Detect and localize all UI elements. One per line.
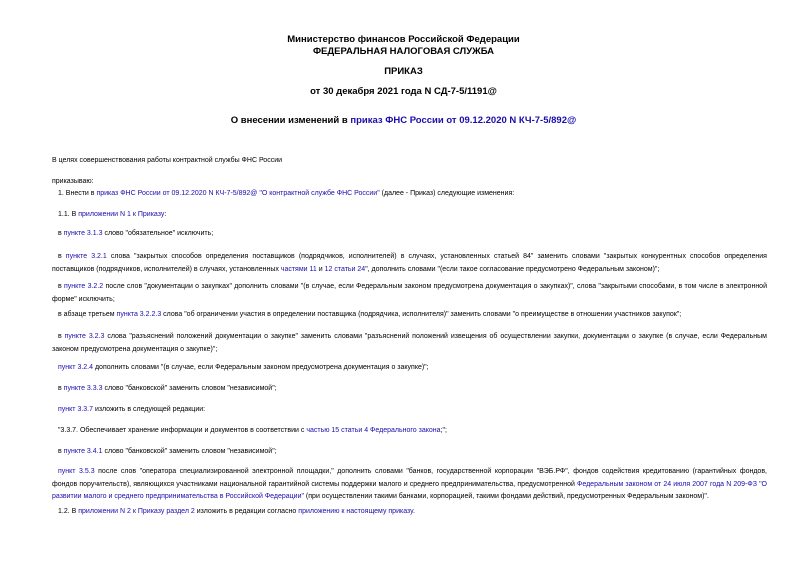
amend-3-3-7: пункт 3.3.7 изложить в следующей редакции:: [58, 406, 206, 413]
amend-3-2-3-line-1: в пункте 3.2.3 слова "разъяснений положений документации о закупке" заменить словами "разъяснений положений извещения об осуществлении закупки, документации о закупке (в случае, если Федеральным: [58, 333, 767, 340]
doc-date-number: от 30 декабря 2021 года N СД-7-5/1191@: [310, 86, 497, 97]
amend-3-5-3-line-3: развитии малого и среднего предпринимательства в Российской Федерации" (при осуществлении такими банками, корпорацией, такими фондами действий, предусмотренных Федеральным законом)".: [52, 493, 709, 500]
title-link[interactable]: приказ ФНС России от 09.12.2020 N КЧ-7-5/892@: [350, 115, 577, 126]
amend-3-2-2: [52, 281, 767, 306]
link-3-2-4[interactable]: пункт 3.2.4: [58, 364, 94, 371]
link-order-892[interactable]: приказ ФНС России от 09.12.2020 N КЧ-7-5/892@ "О контрактной службе ФНС России": [96, 190, 380, 197]
link-3-2-1[interactable]: пункте 3.2.1: [65, 253, 107, 260]
intro-paragraph: В целях совершенствования работы контрактной службы ФНС России: [52, 157, 283, 164]
doc-title: [0, 115, 807, 126]
link-3-3-3[interactable]: пункте 3.3.3: [63, 385, 103, 392]
link-3-5-3[interactable]: пункт 3.5.3: [58, 468, 95, 475]
ministry-name: Министерство финансов Российской Федерации: [287, 34, 520, 45]
amend-3-2-1-line-1: в пункте 3.2.1 слова "закрытых способов определения поставщиков (подрядчиков, исполнителей) в случаях, установленных статьей 84" заменить словами "закрытых конкурентных способов определения: [58, 253, 767, 260]
service-name: ФЕДЕРАЛЬНАЯ НАЛОГОВАЯ СЛУЖБА: [312, 46, 495, 57]
link-3-2-3[interactable]: пункте 3.2.3: [64, 333, 105, 340]
clause-1: 1. Внести в приказ ФНС России от 09.12.2020 N КЧ-7-5/892@ "О контрактной службе ФНС России" (далее - Приказ) следующие изменения:: [58, 190, 515, 197]
link-section-2[interactable]: раздел 2: [166, 508, 195, 515]
amend-3-2-2-line-2: форме" исключить;: [52, 295, 115, 303]
link-3-1-3[interactable]: пункте 3.1.3: [63, 230, 103, 237]
link-3-4-1[interactable]: пункте 3.4.1: [63, 448, 103, 455]
link-order-appendix[interactable]: приложению к настоящему приказу: [298, 508, 413, 515]
amend-3-2-3: [52, 331, 767, 356]
amend-3-2-1: [52, 251, 767, 276]
amend-3-2-1-line-2: поставщиков (подрядчиков, исполнителей) в случаях, установленных частями 11 и 12 статьи 24", дополнить словами "(если такое согласование предусмотрено Федеральным законом)";: [52, 265, 660, 273]
clause-1-2: 1.2. В приложении N 2 к Приказу раздел 2 изложить в редакции согласно приложению к настоящему приказу.: [58, 508, 415, 515]
link-12-art-24[interactable]: 12 статьи 24: [324, 265, 366, 273]
doc-type: ПРИКАЗ: [384, 66, 423, 77]
clause-1-1: 1.1. В приложении N 1 к Приказу:: [58, 211, 167, 218]
link-fz-209-cont[interactable]: развитии малого и среднего предпринимательства в Российской Федерации": [52, 493, 304, 500]
order-word: приказываю:: [52, 178, 94, 185]
amend-3-2-3-line-2: законом предусмотрена документация о закупке)";: [52, 345, 218, 353]
amend-3-5-3-line-2: фондов поручительств), являющихся участниками национальной гарантийной системы поддержки малого и среднего предпринимательства, предусмотренной Федеральным законом от 24 июля 2007 года N 209-ФЗ "О: [52, 480, 768, 488]
amend-3-2-2-line-1: в пункте 3.2.2 после слов "документации о закупках" дополнить словами "(в случае, если Федеральным законом предусмотрена документация о закупках)", слова "закрытыми способами, в том числе в электронной: [58, 283, 767, 290]
amend-3-1-3: в пункте 3.1.3 слово "обязательное" исключить;: [58, 230, 214, 237]
link-part-15-art-4[interactable]: частью 15 статьи 4 Федерального закона: [306, 427, 441, 434]
link-part-11[interactable]: частями 11: [280, 265, 317, 273]
link-appendix-1[interactable]: приложении N 1 к Приказу: [78, 211, 165, 218]
link-fz-209[interactable]: Федеральным законом от 24 июля 2007 года N 209-ФЗ "О: [577, 480, 768, 488]
amend-3-5-3-line-1: пункт 3.5.3 после слов "оператора специализированной электронной площадки," дополнить словами "банков, государственной корпорации "ВЭБ.РФ", фондов содействия кредитованию (гарантийных фондов,: [58, 468, 767, 475]
amend-3-2-2-3: в абзаце третьем пункта 3.2.2.3 слова "об ограничении участия в определении поставщика (подрядчика, исполнителя)" заменить словами "о преимуществе в отношении участников закупок";: [58, 311, 682, 318]
new-3-3-7-text: "3.3.7. Обеспечивает хранение информации и документов в соответствии с частью 15 статьи 4 Федерального закона;";: [58, 427, 447, 434]
link-appendix-2[interactable]: приложении N 2 к Приказу: [78, 508, 165, 515]
amend-3-3-3: в пункте 3.3.3 слово "банковской" заменить словом "независимой";: [58, 385, 277, 392]
link-3-2-2[interactable]: пункте 3.2.2: [64, 283, 104, 290]
amend-3-5-3: [52, 466, 767, 504]
title-prefix: О внесении изменений в: [230, 115, 351, 126]
amend-3-4-1: в пункте 3.4.1 слово "банковской" заменить словом "независимой";: [58, 448, 277, 455]
link-3-2-2-3[interactable]: пункта 3.2.2.3: [116, 311, 162, 318]
link-3-3-7[interactable]: пункт 3.3.7: [58, 406, 94, 413]
amend-3-2-4: пункт 3.2.4 дополнить словами "(в случае, если Федеральным законом предусмотрена документация о закупке)";: [58, 364, 429, 371]
